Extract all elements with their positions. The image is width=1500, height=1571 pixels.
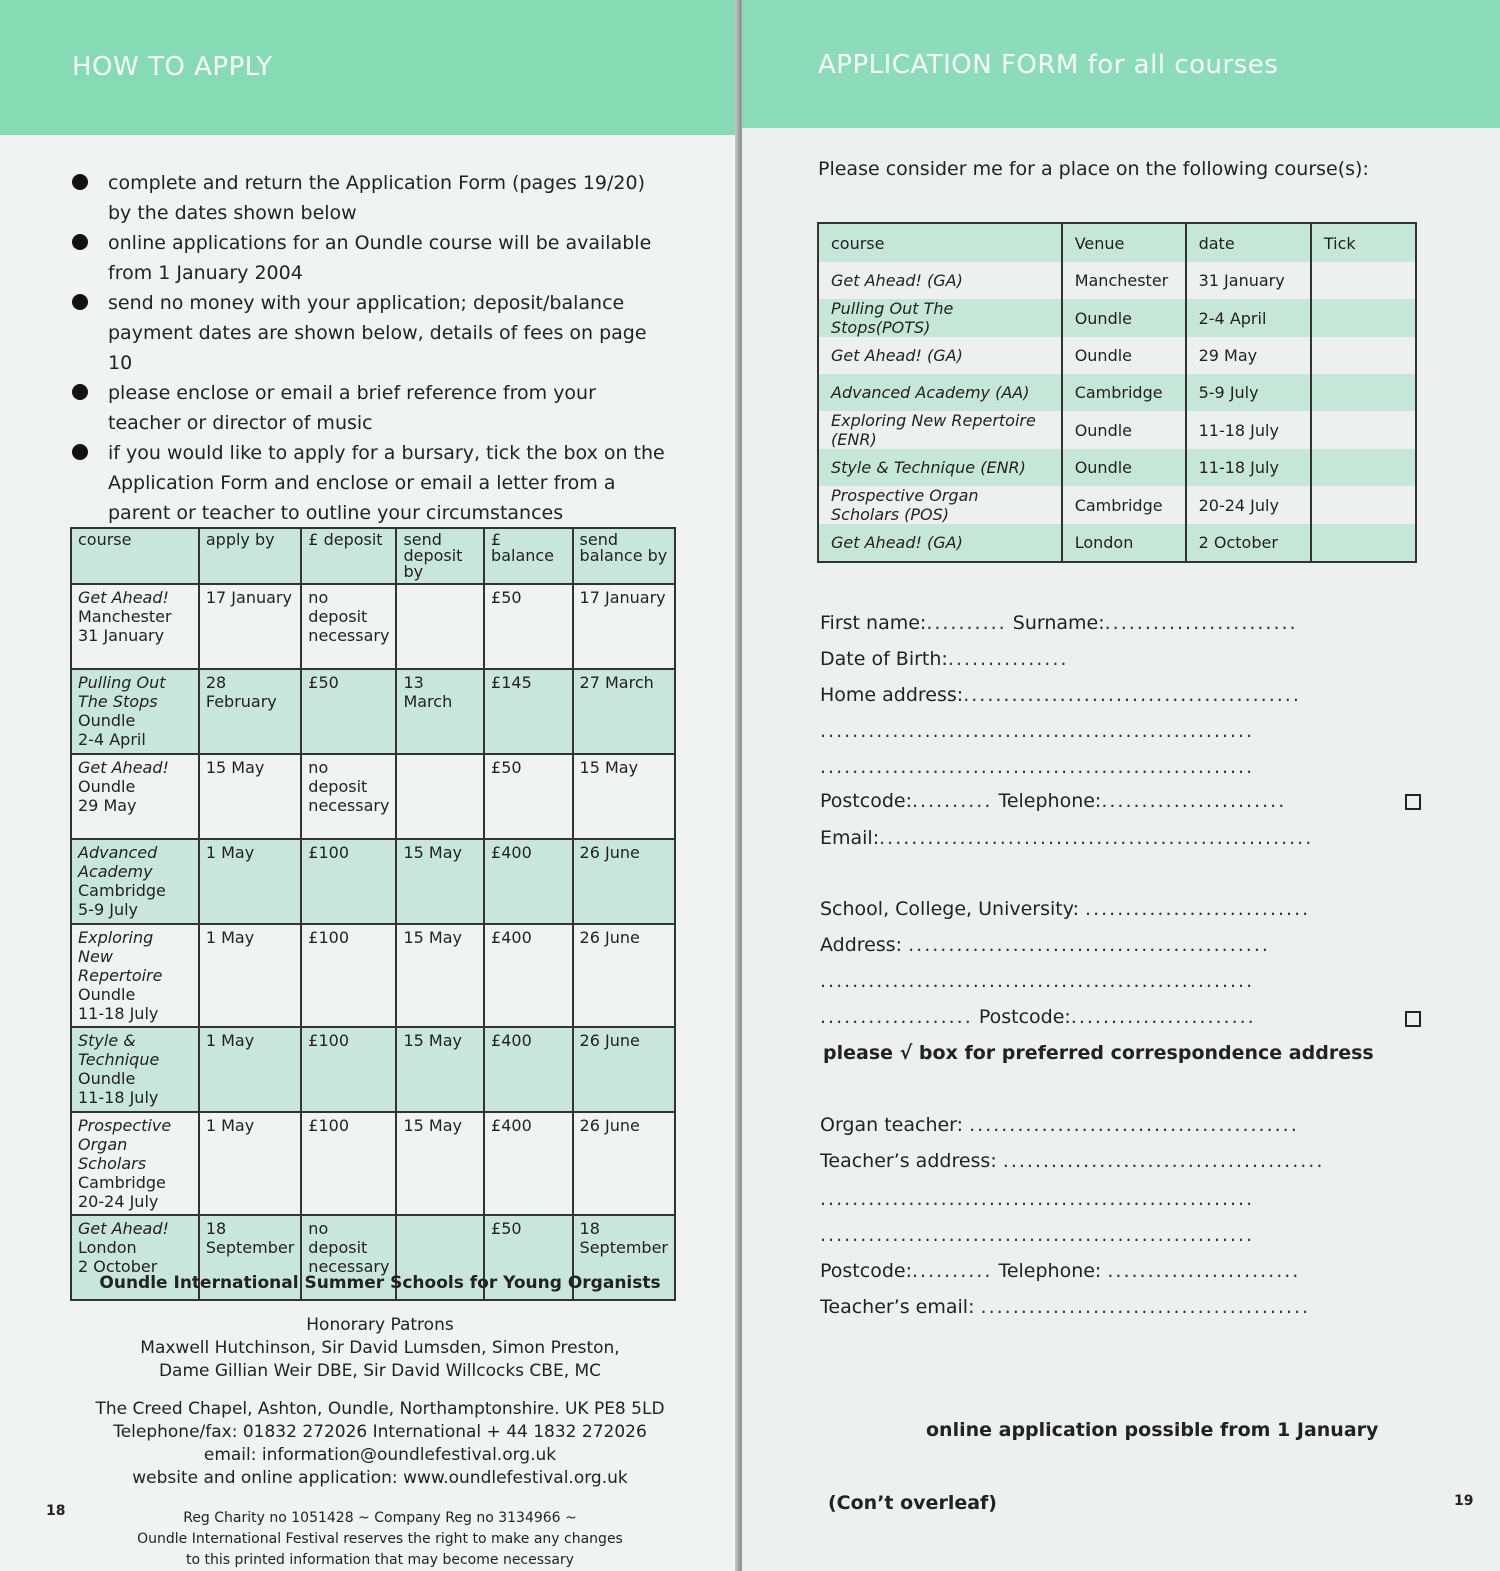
bullet-icon bbox=[72, 294, 88, 310]
col-header: date bbox=[1186, 223, 1311, 262]
balance-cell: £145 bbox=[484, 669, 573, 754]
tick-cell[interactable] bbox=[1311, 337, 1416, 374]
venue-cell: Oundle bbox=[1062, 337, 1186, 374]
balance-by-cell: 15 May bbox=[573, 754, 675, 839]
bullet-icon bbox=[72, 174, 88, 190]
school-address-label: Address: bbox=[820, 934, 903, 956]
course-cell: Prospective Organ Scholars Cambridge 20-24 July bbox=[71, 1112, 199, 1215]
bullet-icon bbox=[72, 384, 88, 400]
dob-label: Date of Birth: bbox=[820, 648, 948, 670]
list-item: if you would like to apply for a bursary, tick the box on the Application Form and enclose or email a letter from a parent or teacher to outline your circumstances bbox=[70, 438, 670, 528]
teacher-address-line[interactable]: ...................................................... bbox=[820, 1188, 1255, 1210]
deposit-cell: no deposit necessary bbox=[301, 754, 396, 839]
email-row bbox=[820, 827, 1420, 849]
course-cell: Advanced Academy Cambridge 5-9 July bbox=[71, 839, 199, 924]
col-header: apply by bbox=[199, 528, 301, 584]
home-address-checkbox[interactable] bbox=[1405, 794, 1421, 810]
course-cell: Style & Technique Oundle 11-18 July bbox=[71, 1027, 199, 1112]
correspondence-note: please √ box for preferred correspondence address bbox=[823, 1042, 1374, 1064]
balance-by-cell: 27 March bbox=[573, 669, 675, 754]
balance-cell: £400 bbox=[484, 1112, 573, 1215]
course-cell: Exploring New Repertoire Oundle 11-18 July bbox=[71, 924, 199, 1027]
apply-by-cell: 1 May bbox=[199, 1027, 301, 1112]
table-row bbox=[71, 839, 675, 924]
venue-cell: Manchester bbox=[1062, 262, 1186, 299]
venue-cell: Oundle bbox=[1062, 449, 1186, 486]
bullet-icon bbox=[72, 234, 88, 250]
home-address-field[interactable]: .......................................... bbox=[963, 684, 1301, 706]
apply-by-cell: 15 May bbox=[199, 754, 301, 839]
teacher-address-line[interactable]: ...................................................... bbox=[820, 1224, 1255, 1246]
teacher-postcode-label: Postcode: bbox=[820, 1260, 912, 1282]
deposit-cell: no deposit necessary bbox=[301, 584, 396, 669]
bullet-icon bbox=[72, 444, 88, 460]
name-row bbox=[820, 612, 1420, 634]
page-title: HOW TO APPLY bbox=[72, 52, 273, 82]
address-line: The Creed Chapel, Ashton, Oundle, Northamptonshire. UK PE8 5LD bbox=[95, 1399, 665, 1419]
balance-by-cell: 26 June bbox=[573, 839, 675, 924]
balance-by-cell: 18 September bbox=[573, 1215, 675, 1300]
page-number: 18 bbox=[46, 1503, 66, 1519]
page-number: 19 bbox=[1454, 1493, 1474, 1509]
date-cell: 2-4 April bbox=[1186, 299, 1311, 337]
home-address-label: Home address: bbox=[820, 684, 964, 706]
deposit-cell: £100 bbox=[301, 1027, 396, 1112]
balance-cell: £50 bbox=[484, 584, 573, 669]
teacher-postcode-row bbox=[820, 1260, 1420, 1282]
deposit-by-cell bbox=[396, 754, 484, 839]
continued-note: (Con’t overleaf) bbox=[828, 1492, 997, 1514]
home-address-line[interactable]: ...................................................... bbox=[820, 756, 1255, 778]
col-header: Tick bbox=[1311, 223, 1416, 262]
home-address-line[interactable]: ...................................................... bbox=[820, 720, 1255, 742]
school-address-row bbox=[820, 934, 1420, 956]
school-field[interactable]: ............................ bbox=[1085, 898, 1311, 920]
apply-by-cell: 17 January bbox=[199, 584, 301, 669]
course-cell: Get Ahead! London 2 October bbox=[71, 1215, 199, 1300]
school-postcode-row bbox=[820, 1006, 1410, 1028]
date-cell: 20-24 July bbox=[1186, 486, 1311, 524]
teacher-email-label: Teacher’s email: bbox=[820, 1296, 975, 1318]
table-row bbox=[818, 524, 1416, 562]
left-page bbox=[0, 0, 740, 1571]
tick-cell[interactable] bbox=[1311, 486, 1416, 524]
telephone-field[interactable]: ....................... bbox=[1101, 790, 1287, 812]
postcode-row bbox=[820, 790, 1410, 812]
telephone-line: Telephone/fax: 01832 272026 International + 44 1832 272026 bbox=[113, 1422, 647, 1442]
deposit-cell: £50 bbox=[301, 669, 396, 754]
first-name-field[interactable]: .......... bbox=[926, 612, 1007, 634]
venue-cell: London bbox=[1062, 524, 1186, 562]
balance-cell: £50 bbox=[484, 1215, 573, 1300]
tick-cell[interactable] bbox=[1311, 299, 1416, 337]
school-address-line[interactable]: ................... bbox=[820, 1006, 973, 1028]
patrons-line: Dame Gillian Weir DBE, Sir David Willcocks CBE, MC bbox=[158, 1361, 602, 1381]
course-selection-table bbox=[817, 222, 1417, 563]
surname-field[interactable]: ........................ bbox=[1104, 612, 1298, 634]
list-item: send no money with your application; deposit/balance payment dates are shown below, details of fees on page 10 bbox=[70, 288, 670, 378]
col-header: £ deposit bbox=[301, 528, 396, 584]
school-address-field[interactable]: ............................................. bbox=[908, 934, 1270, 956]
date-cell: 11-18 July bbox=[1186, 411, 1311, 449]
school-postcode-label: Postcode: bbox=[978, 1006, 1071, 1028]
teacher-address-row bbox=[820, 1150, 1420, 1172]
disclaimer-line: Oundle International Festival reserves the right to make any changes bbox=[137, 1531, 623, 1547]
apply-by-cell: 28 February bbox=[199, 669, 301, 754]
balance-by-cell: 26 June bbox=[573, 924, 675, 1027]
table-row bbox=[818, 337, 1416, 374]
deposit-by-cell: 15 May bbox=[396, 1112, 484, 1215]
col-header: send balance by bbox=[573, 528, 675, 584]
col-header: send deposit by bbox=[396, 528, 484, 584]
deposit-cell: £100 bbox=[301, 1112, 396, 1215]
email-field[interactable]: ...................................................... bbox=[879, 827, 1314, 849]
course-cell: Exploring New Repertoire (ENR) bbox=[831, 411, 1036, 449]
list-item: please enclose or email a brief reference from your teacher or director of music bbox=[70, 378, 670, 438]
organ-teacher-field[interactable]: ......................................... bbox=[969, 1114, 1299, 1136]
date-cell: 2 October bbox=[1186, 524, 1311, 562]
table-row bbox=[71, 754, 675, 839]
tick-cell[interactable] bbox=[1311, 411, 1416, 449]
venue-cell: Oundle bbox=[1062, 411, 1186, 449]
first-name-label: First name: bbox=[820, 612, 927, 634]
list-item: complete and return the Application Form (pages 19/20) by the dates shown below bbox=[70, 168, 670, 228]
balance-by-cell: 26 June bbox=[573, 1027, 675, 1112]
col-header: Venue bbox=[1062, 223, 1186, 262]
col-header: course bbox=[71, 528, 199, 584]
deposit-cell: £100 bbox=[301, 924, 396, 1027]
teacher-telephone-field[interactable]: ........................ bbox=[1107, 1260, 1301, 1282]
balance-by-cell: 26 June bbox=[573, 1112, 675, 1215]
course-cell: Get Ahead! (GA) bbox=[831, 346, 963, 365]
balance-cell: £400 bbox=[484, 1027, 573, 1112]
table-row bbox=[818, 374, 1416, 411]
tick-cell[interactable] bbox=[1311, 449, 1416, 486]
table-row bbox=[71, 584, 675, 669]
tick-cell[interactable] bbox=[1311, 262, 1416, 299]
date-cell: 29 May bbox=[1186, 337, 1311, 374]
table-row bbox=[818, 262, 1416, 299]
venue-cell: Cambridge bbox=[1062, 374, 1186, 411]
online-note: online application possible from 1 January bbox=[926, 1419, 1379, 1441]
website-line: website and online application: www.oundlefestival.org.uk bbox=[132, 1468, 628, 1488]
course-cell: Style & Technique (ENR) bbox=[818, 449, 1062, 486]
school-label: School, College, University: bbox=[820, 898, 1079, 920]
table-row bbox=[818, 486, 1416, 524]
balance-cell: £400 bbox=[484, 839, 573, 924]
deposit-by-cell: 13 March bbox=[396, 669, 484, 754]
home-address-row bbox=[820, 684, 1420, 706]
deposit-by-cell bbox=[396, 584, 484, 669]
balance-cell: £400 bbox=[484, 924, 573, 1027]
payment-dates-table bbox=[70, 527, 676, 1301]
school-row bbox=[820, 898, 1420, 920]
right-page bbox=[742, 0, 1500, 1571]
venue-cell: Oundle bbox=[1062, 299, 1186, 337]
teacher-postcode-field[interactable]: .......... bbox=[911, 1260, 993, 1282]
apply-by-cell: 18 September bbox=[199, 1215, 301, 1300]
teacher-address-label: Teacher’s address: bbox=[820, 1150, 997, 1172]
apply-by-cell: 1 May bbox=[199, 1112, 301, 1215]
course-cell: Get Ahead! Oundle 29 May bbox=[71, 754, 199, 839]
organ-teacher-row bbox=[820, 1114, 1420, 1136]
course-cell: Advanced Academy (AA) bbox=[818, 374, 1062, 411]
table-header-row bbox=[818, 223, 1416, 262]
deposit-cell: £100 bbox=[301, 839, 396, 924]
organisation-title: Oundle International Summer Schools for Young Organists bbox=[99, 1273, 661, 1293]
tick-cell[interactable] bbox=[1311, 374, 1416, 411]
surname-label: Surname: bbox=[1012, 612, 1105, 634]
dob-field[interactable]: ............... bbox=[947, 648, 1069, 670]
patrons-line: Maxwell Hutchinson, Sir David Lumsden, Simon Preston, bbox=[140, 1338, 620, 1358]
tick-cell[interactable] bbox=[1311, 524, 1416, 562]
course-cell: Get Ahead! (GA) bbox=[831, 271, 963, 290]
table-row bbox=[71, 924, 675, 1027]
list-item: online applications for an Oundle course will be available from 1 January 2004 bbox=[70, 228, 670, 288]
deposit-by-cell: 15 May bbox=[396, 924, 484, 1027]
disclaimer-line: to this printed information that may become necessary bbox=[186, 1552, 574, 1568]
school-address-line[interactable]: ...................................................... bbox=[820, 970, 1255, 992]
course-cell: Get Ahead! (GA) bbox=[818, 524, 1062, 562]
table-row bbox=[818, 411, 1416, 449]
balance-by-cell: 17 January bbox=[573, 584, 675, 669]
registration-line: Reg Charity no 1051428 ~ Company Reg no 3134966 ~ bbox=[183, 1510, 577, 1526]
telephone-label: Telephone: bbox=[998, 790, 1102, 812]
instructions-list bbox=[70, 168, 670, 528]
deposit-cell: no deposit necessary bbox=[301, 1215, 396, 1300]
table-row bbox=[818, 449, 1416, 486]
course-cell: Prospective Organ Scholars (POS) bbox=[831, 486, 979, 524]
dob-row bbox=[820, 648, 1420, 670]
date-cell: 31 January bbox=[1186, 262, 1311, 299]
course-cell: Pulling Out The Stops Oundle 2-4 April bbox=[71, 669, 199, 754]
balance-cell: £50 bbox=[484, 754, 573, 839]
table-header-row bbox=[71, 528, 675, 584]
patrons-heading: Honorary Patrons bbox=[306, 1315, 454, 1335]
col-header: £ balance bbox=[484, 528, 573, 584]
table-row bbox=[818, 299, 1416, 337]
email-label: Email: bbox=[820, 827, 880, 849]
organ-teacher-label: Organ teacher: bbox=[820, 1114, 964, 1136]
teacher-email-row bbox=[820, 1296, 1420, 1318]
course-cell: Get Ahead! Manchester 31 January bbox=[71, 584, 199, 669]
table-row bbox=[71, 1027, 675, 1112]
table-row bbox=[71, 1112, 675, 1215]
teacher-email-field[interactable]: ......................................... bbox=[980, 1296, 1311, 1318]
page-title: APPLICATION FORM for all courses bbox=[818, 50, 1279, 80]
deposit-by-cell: 15 May bbox=[396, 839, 484, 924]
teacher-telephone-label: Telephone: bbox=[998, 1260, 1102, 1282]
course-intro: Please consider me for a place on the following course(s): bbox=[818, 158, 1369, 180]
date-cell: 5-9 July bbox=[1186, 374, 1311, 411]
deposit-by-cell: 15 May bbox=[396, 1027, 484, 1112]
school-address-checkbox[interactable] bbox=[1405, 1011, 1421, 1027]
teacher-address-field[interactable]: ........................................ bbox=[1002, 1150, 1325, 1172]
venue-cell: Cambridge bbox=[1062, 486, 1186, 524]
course-cell: Pulling Out The Stops(POTS) bbox=[818, 299, 1062, 337]
apply-by-cell: 1 May bbox=[199, 924, 301, 1027]
email-line: email: information@oundlefestival.org.uk bbox=[203, 1445, 557, 1465]
postcode-label: Postcode: bbox=[820, 790, 912, 812]
table-row bbox=[71, 669, 675, 754]
postcode-field[interactable]: .......... bbox=[911, 790, 993, 812]
date-cell: 11-18 July bbox=[1186, 449, 1311, 486]
apply-by-cell: 1 May bbox=[199, 839, 301, 924]
school-postcode-field[interactable]: ....................... bbox=[1070, 1006, 1256, 1028]
col-header: course bbox=[818, 223, 1062, 262]
